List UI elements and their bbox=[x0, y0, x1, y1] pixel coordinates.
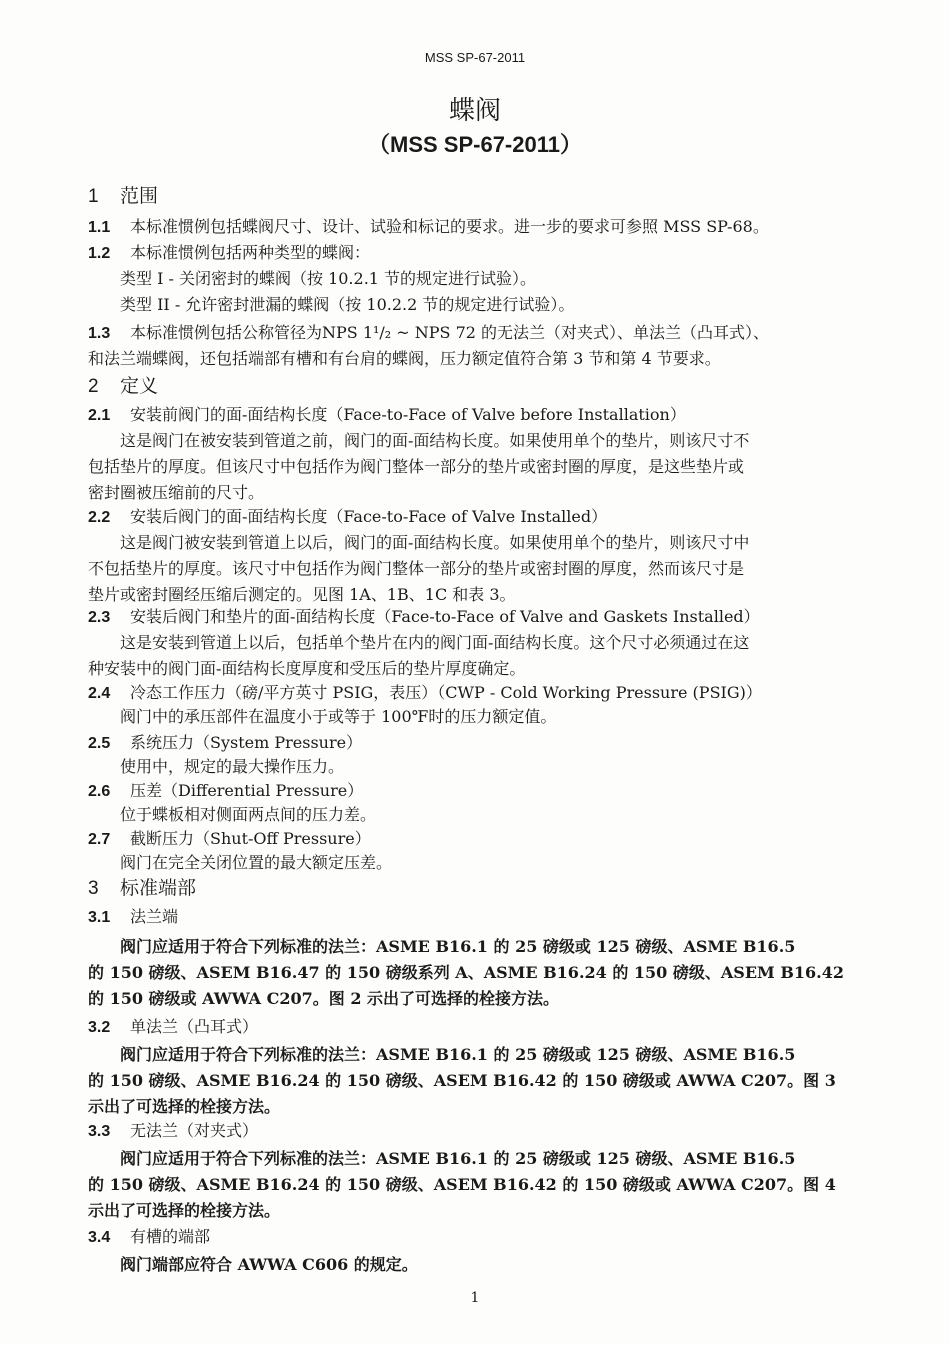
clause-heading bbox=[88, 506, 878, 528]
line-text: 密封圈被压缩前的尺寸。 bbox=[88, 483, 265, 502]
paragraph-line bbox=[120, 1254, 910, 1275]
clause-number: 1.1 bbox=[88, 219, 111, 236]
page-subtitle: （MSS SP-67-2011） bbox=[368, 132, 582, 157]
line-text: 本标准惯例包括两种类型的蝶阀： bbox=[130, 243, 371, 262]
line-text: 冷态工作压力（磅/平方英寸 PSIG，表压）（CWP - Cold Working Pressure (PSIG)） bbox=[130, 683, 762, 702]
clause-number: 3.2 bbox=[88, 1019, 111, 1036]
paragraph-line bbox=[88, 584, 878, 605]
line-text: 垫片或密封圈经压缩后测定的。见图 1A、1B、1C 和表 3。 bbox=[88, 585, 516, 604]
line-text: 示出了可选择的栓接方法。 bbox=[88, 1097, 281, 1116]
paragraph-line bbox=[88, 1096, 878, 1117]
line-text: 的 150 磅级、ASME B16.24 的 150 磅级、ASEM B16.42 的 150 磅级或 AWWA C207。图 3 bbox=[88, 1071, 836, 1090]
line-text: 阀门应适用于符合下列标准的法兰：ASME B16.1 的 25 磅级或 125 磅级、ASME B16.5 bbox=[120, 1149, 796, 1168]
section-heading bbox=[88, 376, 878, 397]
clause-number: 3 bbox=[88, 878, 99, 899]
line-text: 安装后阀门的面-面结构长度（Face-to-Face of Valve Installed） bbox=[130, 507, 608, 526]
clause-heading bbox=[88, 732, 878, 754]
page-number: 1 bbox=[470, 1290, 480, 1306]
clause-number: 1.2 bbox=[88, 245, 111, 262]
line-text: 示出了可选择的栓接方法。 bbox=[88, 1201, 281, 1220]
paragraph-line bbox=[120, 1148, 910, 1169]
line-text: 范围 bbox=[120, 185, 159, 207]
clause-number: 3.1 bbox=[88, 909, 111, 926]
paragraph-line bbox=[120, 268, 910, 289]
paragraph-line bbox=[120, 852, 910, 873]
paragraph-line bbox=[88, 348, 878, 369]
line-text: 位于蝶板相对侧面两点间的压力差。 bbox=[120, 805, 377, 824]
line-text: 不包括垫片的厚度。该尺寸中包括作为阀门整体一部分的垫片或密封圈的厚度，然而该尺寸是 bbox=[88, 559, 745, 578]
paragraph-line bbox=[120, 756, 910, 777]
paragraph-line bbox=[88, 482, 878, 503]
section-heading bbox=[88, 878, 878, 899]
clause-number: 2.2 bbox=[88, 509, 111, 526]
clause-number: 1.3 bbox=[88, 325, 111, 342]
clause-heading bbox=[88, 404, 878, 426]
line-text: 本标准惯例包括蝶阀尺寸、设计、试验和标记的要求。进一步的要求可参照 MSS SP-68。 bbox=[130, 217, 769, 236]
clause-heading bbox=[88, 682, 878, 704]
line-text: 阀门应适用于符合下列标准的法兰：ASME B16.1 的 25 磅级或 125 磅级、ASME B16.5 bbox=[120, 1045, 796, 1064]
line-text: 无法兰（对夹式） bbox=[130, 1121, 259, 1140]
line-text: 这是阀门在被安装到管道之前，阀门的面-面结构长度。如果使用单个的垫片，则该尺寸不 bbox=[120, 431, 750, 450]
line-text: 标准端部 bbox=[120, 877, 197, 899]
clause-number: 2.1 bbox=[88, 407, 111, 424]
line-text: 单法兰（凸耳式） bbox=[130, 1017, 259, 1036]
paragraph-line bbox=[88, 1070, 878, 1091]
paragraph-line bbox=[88, 456, 878, 477]
line-text: 类型 I - 关闭密封的蝶阀（按 10.2.1 节的规定进行试验）。 bbox=[120, 269, 537, 288]
clause-heading bbox=[88, 242, 878, 264]
clause-number: 2.6 bbox=[88, 783, 111, 800]
clause-heading bbox=[88, 606, 878, 628]
line-text: 的 150 磅级或 AWWA C207。图 2 示出了可选择的栓接方法。 bbox=[88, 989, 560, 1008]
line-text: 阀门中的承压部件在温度小于或等于 100℉时的压力额定值。 bbox=[120, 707, 557, 726]
line-text: 截断压力（Shut-Off Pressure） bbox=[130, 829, 371, 848]
paragraph-line bbox=[88, 1200, 878, 1221]
section-heading bbox=[88, 186, 878, 207]
paragraph-line bbox=[120, 294, 910, 315]
paragraph-line bbox=[120, 706, 910, 727]
line-text: 的 150 磅级、ASEM B16.47 的 150 磅级系列 A、ASME B16.24 的 150 磅级、ASEM B16.42 bbox=[88, 963, 844, 982]
line-text: 这是安装到管道上以后，包括单个垫片在内的阀门面-面结构长度。这个尺寸必须通过在这 bbox=[120, 633, 750, 652]
clause-number: 2.7 bbox=[88, 831, 111, 848]
line-text: 有槽的端部 bbox=[130, 1227, 211, 1246]
clause-heading bbox=[88, 780, 878, 802]
line-text: 安装后阀门和垫片的面-面结构长度（Face-to-Face of Valve and Gaskets Installed） bbox=[130, 607, 760, 626]
line-text: 系统压力（System Pressure） bbox=[130, 733, 363, 752]
line-text: 压差（Differential Pressure） bbox=[130, 781, 364, 800]
line-text: 本标准惯例包括公称管径为NPS 1¹/₂ ~ NPS 72 的无法兰（对夹式）、单法兰（凸耳式）、 bbox=[130, 323, 770, 342]
paragraph-line bbox=[120, 936, 910, 957]
line-text: 和法兰端蝶阀，还包括端部有槽和有台肩的蝶阀，压力额定值符合第 3 节和第 4 节要求。 bbox=[88, 349, 721, 368]
clause-number: 3.4 bbox=[88, 1229, 111, 1246]
clause-heading bbox=[88, 1226, 878, 1248]
paragraph-line bbox=[120, 430, 910, 451]
paragraph-line bbox=[88, 1174, 878, 1195]
line-text: 种安装中的阀门面-面结构长度厚度和受压后的垫片厚度确定。 bbox=[88, 659, 526, 678]
line-text: 法兰端 bbox=[130, 907, 179, 926]
line-text: 阀门在完全关闭位置的最大额定压差。 bbox=[120, 853, 393, 872]
clause-heading bbox=[88, 216, 878, 238]
paragraph-line bbox=[88, 658, 878, 679]
clause-number: 2 bbox=[88, 376, 99, 397]
line-text: 使用中，规定的最大操作压力。 bbox=[120, 757, 345, 776]
clause-number: 3.3 bbox=[88, 1123, 111, 1140]
paragraph-line bbox=[120, 1044, 910, 1065]
clause-number: 1 bbox=[88, 186, 99, 207]
paragraph-line bbox=[88, 988, 878, 1009]
page-title: 蝶阀 bbox=[448, 96, 501, 126]
clause-heading bbox=[88, 322, 878, 344]
paragraph-line bbox=[88, 962, 878, 983]
paragraph-line bbox=[88, 558, 878, 579]
line-text: 类型 II - 允许密封泄漏的蝶阀（按 10.2.2 节的规定进行试验）。 bbox=[120, 295, 575, 314]
line-text: 这是阀门被安装到管道上以后，阀门的面-面结构长度。如果使用单个的垫片，则该尺寸中 bbox=[120, 533, 750, 552]
clause-number: 2.3 bbox=[88, 609, 111, 626]
line-text: 阀门端部应符合 AWWA C606 的规定。 bbox=[120, 1255, 418, 1274]
clause-heading bbox=[88, 1016, 878, 1038]
line-text: 阀门应适用于符合下列标准的法兰：ASME B16.1 的 25 磅级或 125 磅级、ASME B16.5 bbox=[120, 937, 796, 956]
clause-heading bbox=[88, 828, 878, 850]
line-text: 定义 bbox=[120, 375, 159, 397]
clause-number: 2.5 bbox=[88, 735, 111, 752]
clause-number: 2.4 bbox=[88, 685, 111, 702]
paragraph-line bbox=[120, 532, 910, 553]
paragraph-line bbox=[120, 632, 910, 653]
paragraph-line bbox=[120, 804, 910, 825]
line-text: 安装前阀门的面-面结构长度（Face-to-Face of Valve before Installation） bbox=[130, 405, 686, 424]
line-text: 包括垫片的厚度。但该尺寸中包括作为阀门整体一部分的垫片或密封圈的厚度，是这些垫片或 bbox=[88, 457, 745, 476]
line-text: 的 150 磅级、ASME B16.24 的 150 磅级、ASEM B16.42 的 150 磅级或 AWWA C207。图 4 bbox=[88, 1175, 836, 1194]
running-header: MSS SP-67-2011 bbox=[424, 50, 526, 65]
clause-heading bbox=[88, 1120, 878, 1142]
clause-heading bbox=[88, 906, 878, 928]
